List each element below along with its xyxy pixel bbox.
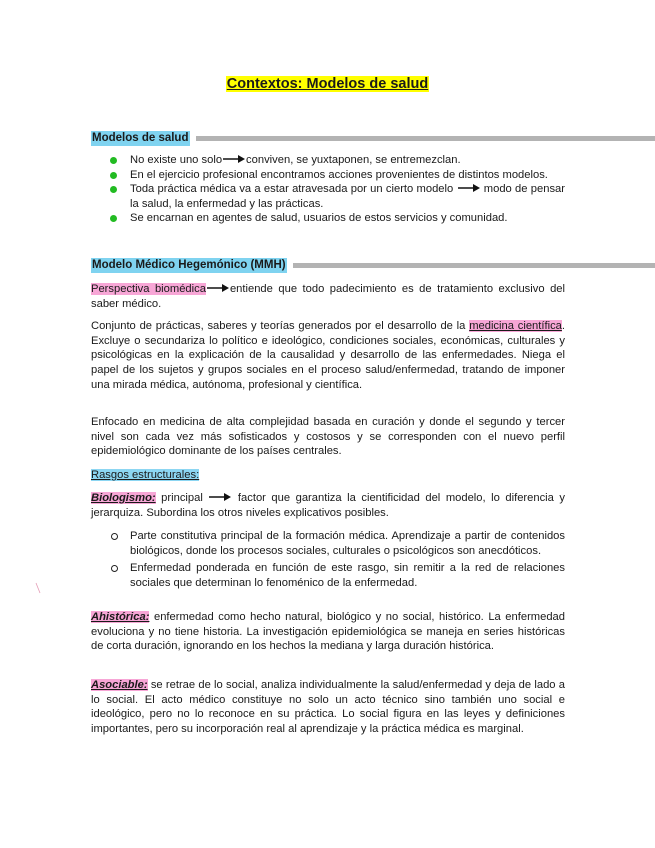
section-heading-modelos — [91, 130, 655, 146]
paragraph-asociable: Asociable: se retrae de lo social, analiza individualmente la salud/enfermedad y deja de lado a lo social. El acto médico constituye no solo un acto técnico sino también uno social e ideológico, pero no lo reconoce en su práctica. Lo social figura en las leyes y definiciones importantes, pero su incorporación real al aprendizaje y la práctica médica es marginal. — [91, 679, 565, 736]
circle-bullet-icon — [111, 533, 118, 540]
section-rule — [196, 136, 655, 141]
paragraph-perspectiva: Perspectiva biomédica entiende que todo padecimiento es de tratamiento exclusivo del saber médico. — [91, 283, 565, 310]
bullet-icon — [110, 215, 117, 222]
bullet-icon — [110, 157, 117, 164]
arrow-right-icon — [223, 154, 245, 164]
list-item: Parte constitutiva principal de la formación médica. Aprendizaje a partir de contenidos biológicos, donde los procesos sociales, culturales o psicológicos son anecdóticos. — [110, 529, 565, 558]
list-item: Enfermedad ponderada en función de este rasgo, sin remitir a la red de relaciones sociales que determinan lo fenoménico de la enfermedad. — [110, 561, 565, 590]
list-item: Toda práctica médica va a estar atravesada por un cierto modelo modo de pensar la salud, la enfermedad y las prácticas. — [110, 182, 565, 211]
sub-bullet-list — [110, 529, 565, 594]
list-item: No existe uno solo conviven, se yuxtaponen, se entremezclan. — [110, 153, 565, 168]
bullet-list — [110, 153, 565, 226]
bullet-icon — [110, 186, 117, 193]
arrow-right-icon — [207, 283, 229, 293]
paragraph-biologismo: Biologismo: principal factor que garantiza la cientificidad del modelo, lo diferencia y jerarquiza. Subordina los otros niveles explicativos posibles. — [91, 492, 566, 519]
paragraph-ahistorica: Ahistórica: enfermedad como hecho natural, biológico y no social, histórico. La enfermedad evoluciona y no tiene historia. La investigación epidemiológica se maneja en series históricas de corta duración, ignorando en los hechos la mediana y larga duración histórica. — [91, 611, 565, 653]
page-title: Contextos: Modelos de salud — [226, 76, 429, 92]
paragraph-conjunto: Conjunto de prácticas, saberes y teorías generados por el desarrollo de la medicina científica. Excluye o secundariza lo político e ideológico, condiciones sociales, económicas, culturales y psicológicas en la explicación de la causalidad y desarrollo de las enfermedades. Niega el papel de los sujetos y grupos sociales en el proceso salud/enfermedad, tratando de imponer una mirada médica, autónoma, profesional y científica. — [91, 320, 566, 391]
paragraph-enfocado: Enfocado en medicina de alta complejidad basada en curación y donde el segundo y tercer nivel son cada vez más sofisticados y costosos y se corresponden con el nuevo perfil epidemiológico dominante de los países centrales. — [91, 416, 565, 458]
bullet-icon — [110, 172, 117, 179]
list-item: Se encarnan en agentes de salud, usuarios de estos servicios y comunidad. — [110, 211, 565, 226]
circle-bullet-icon — [111, 565, 118, 572]
arrow-right-icon — [458, 183, 480, 193]
subheading-rasgos: Rasgos estructurales: — [91, 469, 200, 481]
list-item: En el ejercicio profesional encontramos acciones provenientes de distintos modelos. — [110, 168, 565, 183]
section-rule — [293, 263, 655, 268]
section-heading-label: Modelo Médico Hegemónico (MMH) — [92, 258, 286, 271]
section-heading-label: Modelos de salud — [92, 131, 189, 144]
arrow-right-icon — [209, 492, 231, 502]
stray-mark — [35, 582, 41, 594]
section-heading-mmh — [91, 257, 655, 273]
